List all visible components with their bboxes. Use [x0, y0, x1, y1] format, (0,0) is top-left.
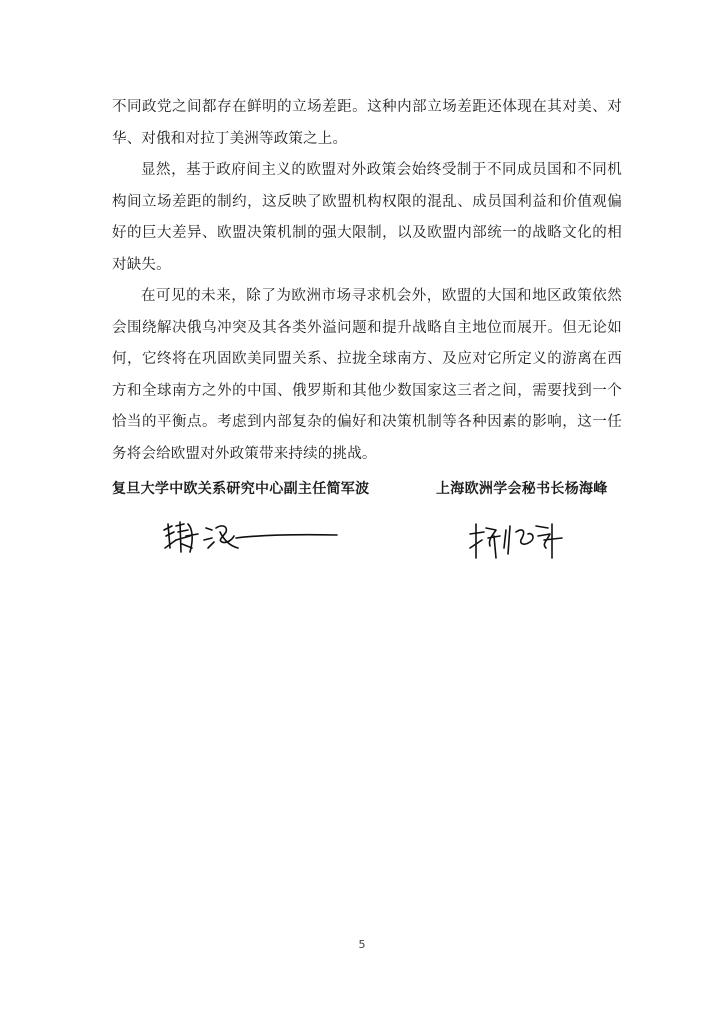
handwritten-signature-left	[162, 518, 342, 558]
paragraph-2: 显然，基于政府间主义的欧盟对外政策会始终受制于不同成员国和不同机构间立场差距的制约，这反映了欧盟机构权限的混乱、成员国利益和价值观偏好的巨大差异、欧盟决策机制的强大限制，以及欧盟内部统一的战略文化的相对缺失。	[112, 162, 622, 273]
page-number: 5	[358, 938, 366, 951]
signature-block-left	[112, 478, 392, 498]
paragraph-1: 不同政党之间都存在鲜明的立场差距。这种内部立场差距还体现在其对美、对华、对俄和对拉丁美洲等政策之上。	[112, 99, 622, 147]
signatory-title-left: 复旦大学中欧关系研究中心副主任简军波	[112, 481, 370, 497]
paragraph-3: 在可见的未来，除了为欧洲市场寻求机会外，欧盟的大国和地区政策依然会围绕解决俄乌冲突及其各类外溢问题和提升战略自主地位而展开。但无论如何，它终将在巩固欧美同盟关系、拉拢全球南方、及应对它所定义的游离在西方和全球南方之外的中国、俄罗斯和其他少数国家这三者之间，需要找到一个恰当的平衡点。考虑到内部复杂的偏好和决策机制等各种因素的影响，这一任务将会给欧盟对外政策带来持续的挑战。	[112, 288, 622, 462]
signatory-title-right: 上海欧洲学会秘书长杨海峰	[436, 481, 608, 497]
document-body	[112, 92, 622, 470]
handwritten-signature-right	[466, 518, 586, 564]
signature-block-right	[436, 478, 636, 498]
